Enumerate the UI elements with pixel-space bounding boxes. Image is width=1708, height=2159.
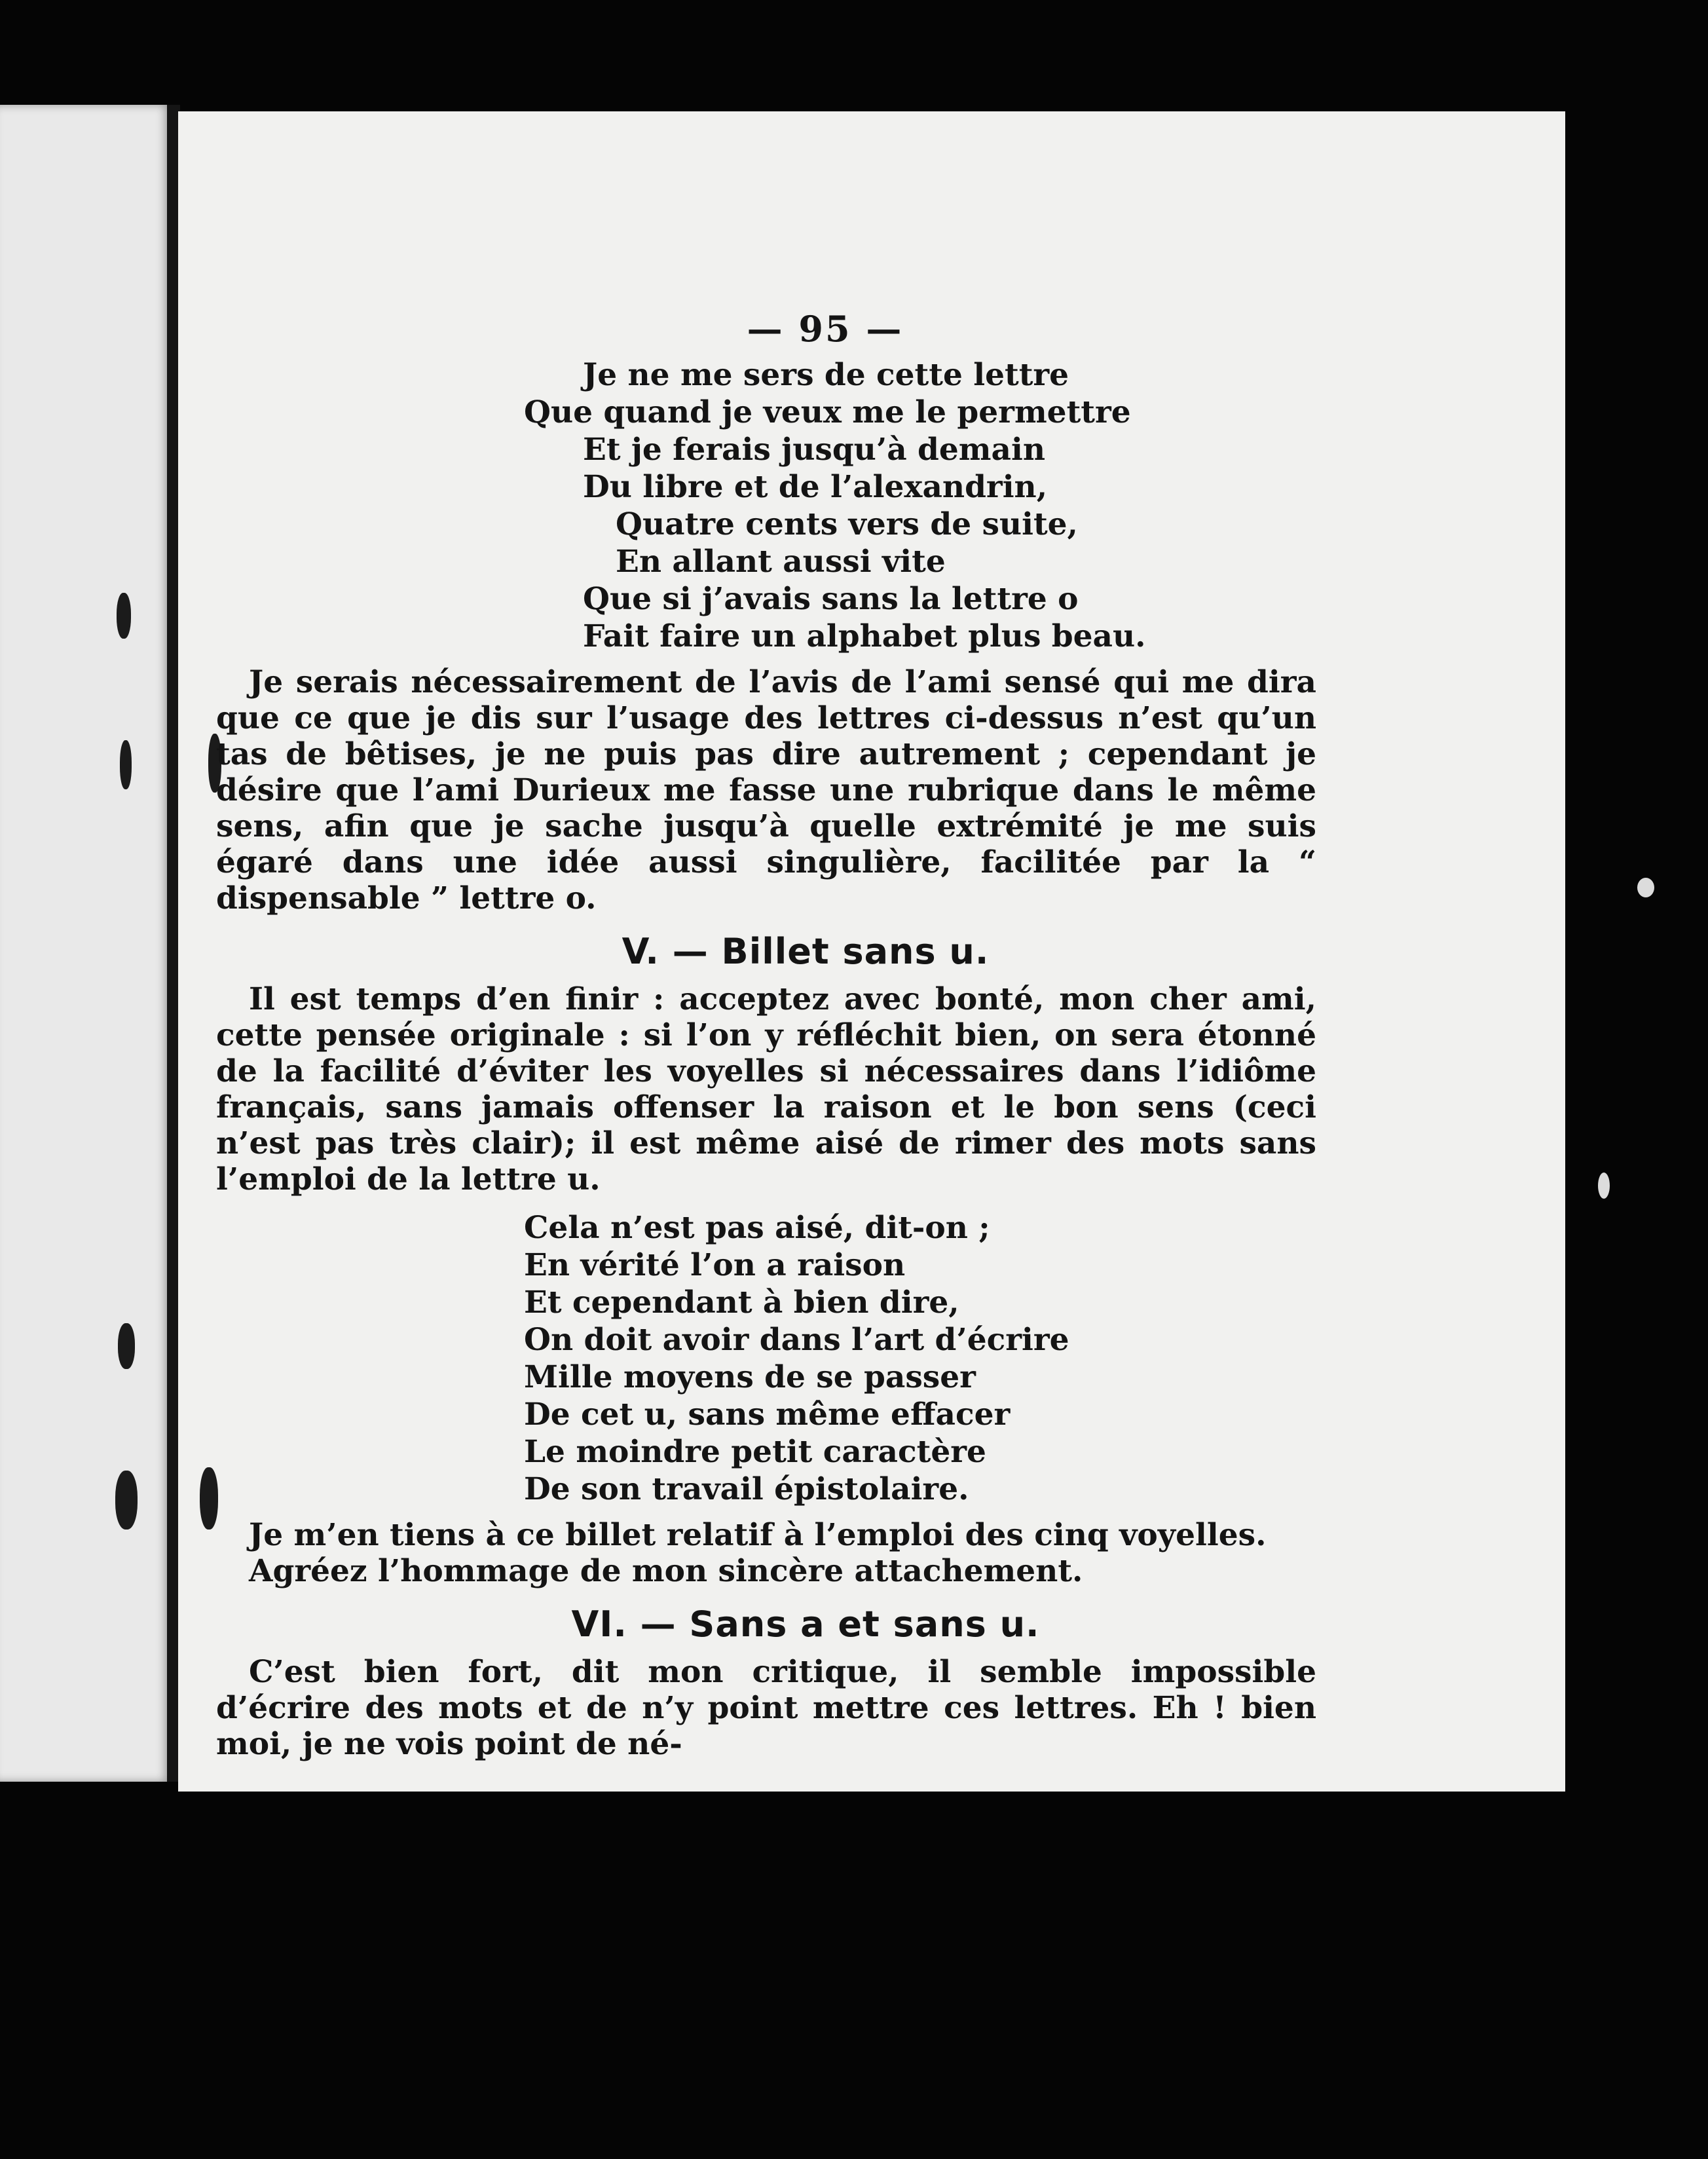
poem-line: Mille moyens de se passer <box>524 1359 976 1395</box>
paragraph <box>216 981 1316 1197</box>
paragraph <box>216 664 1316 916</box>
page-text <box>216 308 1316 1762</box>
binding-hole <box>118 1323 135 1369</box>
binding-hole <box>120 740 132 789</box>
poem-line: Je ne me sers de cette lettre <box>583 357 1069 393</box>
paragraph-text: Agréez l’hommage de mon sincère attachement. <box>249 1553 1083 1589</box>
page-number: — 95 — <box>747 308 904 350</box>
poem-line: De cet u, sans même effacer <box>524 1397 1011 1433</box>
poem-sans-u <box>216 1209 1316 1508</box>
poem-line: Et je ferais jusqu’à demain <box>583 432 1046 468</box>
paragraph-text: Il est temps d’en finir : acceptez avec bonté, mon cher ami, cette pensée originale : si l’on y réfléchit bien, on sera étonné de la facilité d’éviter les voyelles si nécessaires dans l’idiôme français, sans jamais offenser la raison et le bon sens (ceci n’est pas très clair); il est même aisé de rimer des mots sans l’emploi de la lettre u. <box>216 981 1316 1197</box>
left-page-edge <box>0 105 172 1782</box>
poem-line: Quatre cents vers de suite, <box>616 506 1078 542</box>
poem-line: Et cependant à bien dire, <box>524 1285 959 1321</box>
poem-line: Du libre et de l’alexandrin, <box>583 469 1048 505</box>
binding-hole <box>200 1467 218 1530</box>
poem-line: En vérité l’on a raison <box>524 1247 906 1283</box>
poem-line: Que quand je veux me le permettre <box>524 394 1131 430</box>
poem-line: En allant aussi vite <box>616 544 946 580</box>
dust-speck <box>1598 1173 1610 1199</box>
paragraph-text: C’est bien fort, dit mon critique, il semble impossible d’écrire des mots et de n’y point mettre ces lettres. Eh ! bien moi, je ne vois point de né- <box>216 1654 1316 1762</box>
paragraph-text: Je m’en tiens à ce billet relatif à l’emploi des cinq voyelles. <box>249 1517 1267 1553</box>
section-heading-vi: VI. — Sans a et sans u. <box>571 1604 1040 1645</box>
poem-line: De son travail épistolaire. <box>524 1471 969 1507</box>
poem-line: Le moindre petit caractère <box>524 1434 986 1470</box>
section-heading-v: V. — Billet sans u. <box>622 931 990 972</box>
poem-line: Fait faire un alphabet plus beau. <box>583 618 1146 654</box>
paragraph-text: Je serais nécessairement de l’avis de l’ami sensé qui me dira que ce que je dis sur l’usage des lettres ci-dessus n’est qu’un tas de bêtises, je ne puis pas dire autrement ; cependant je désire que l’ami Durieux me fasse une rubrique dans le même sens, afin que je sache jusqu’à quelle extrémité je me suis égaré dans une idée aussi singulière, facilitée par la “ dispensable ” lettre o. <box>216 664 1316 916</box>
paragraph <box>216 1654 1316 1762</box>
poem-line: On doit avoir dans l’art d’écrire <box>524 1322 1069 1358</box>
poem-sans-o <box>216 356 1316 655</box>
dust-speck <box>1637 878 1654 897</box>
poem-line: Que si j’avais sans la lettre o <box>583 581 1079 617</box>
binding-hole <box>115 1471 138 1530</box>
paragraph <box>216 1517 1316 1589</box>
binding-hole <box>117 593 131 639</box>
poem-line: Cela n’est pas aisé, dit-on ; <box>524 1210 990 1246</box>
